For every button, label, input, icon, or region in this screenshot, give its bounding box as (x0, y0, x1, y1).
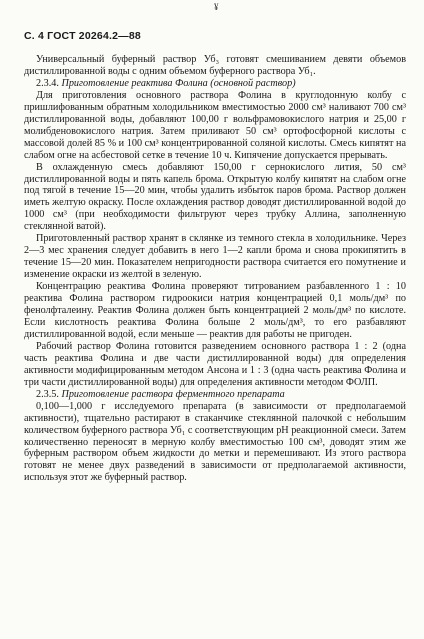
section-heading (24, 78, 406, 90)
section-number: 2.3.5. (36, 388, 59, 400)
page-mark: ¥ (214, 2, 219, 12)
paragraph: Приготовленный раствор хранят в склянке из темного стекла в холодильнике. Через 2—3 мес хранения следует добавить в него 1—2 капли брома и снова прокипятить в течение 15—20 мин. Показателем непригодности раствора считается его помутнение и изменение окраски из желтой в зеленую. (24, 233, 406, 281)
section-heading (24, 389, 406, 401)
section-title: Приготовление реактива Фолина (основной раствор) (61, 77, 296, 89)
section-title: Приготовление раствора ферментного препарата (61, 388, 285, 400)
paragraph: В охлажденную смесь добавляют 150,00 г сернокислого лития, 50 см³ дистиллированной воды и пять капель брома. Открытую колбу кипятят на слабом огне под тягой в течение 15—20 мин, чтобы удалить избыток паров брома. Раствор должен иметь желтую окраску. После охлаждения раствор доводят дистиллированной водой до 1000 см³ (при необходимости фильтруют через трубку Аллина, заполненную стеклянной ватой). (24, 161, 406, 233)
document-body (24, 54, 406, 484)
paragraph: 0,100—1,000 г исследуемого препарата (в зависимости от предполагаемой активности), тщательно растирают в стаканчике стеклянной палочкой с небольшим количеством буферного раствора Уб₁ с соответствующим рН реакционной смеси. Затем количественно переносят в мерную колбу вместимостью 100 см³, доводят этим же буферным раствором объем жидкости до метки и перемешивают. Из этого раствора готовят не менее двух разведений в зависимости от предполагаемой активности, используя этот же буферный раствор. (24, 400, 407, 484)
paragraph: Универсальный буферный раствор Уб₃ готовят смешиванием девяти объемов дистиллированной воды с одним объемом буферного раствора Уб₁. (24, 54, 406, 77)
paragraph: Для приготовления основного раствора Фолина в круглодонную колбу с пришлифованным обратным холодильником вместимостью 2000 см³ наливают 700 см³ дистиллированной воды, добавляют 100,00 г вольфрамовокислого натрия и 25,00 г молибденовокислого натрия. Затем приливают 50 см³ ортофосфорной кислоты с массовой долей 85 % и 100 см³ концентрированной соляной кислоты. Смесь кипятят на слабом огне на асбестовой сетке в течение 10 ч. Кипячение допускается прерывать. (24, 89, 406, 161)
paragraph: Концентрацию реактива Фолина проверяют титрованием разбавленного 1 : 10 реактива Фолина раствором гидроокиси натрия концентрацией 0,1 моль/дм³ по фенолфталеину. Реактив Фолина должен быть концентрацией 2 моль/дм³ по кислоте. Если кислотность реактива Фолина больше 2 моль/дм³, то его разбавляют дистиллированной водой, если меньше — реактив для работы не пригоден. (24, 281, 406, 340)
section-number: 2.3.4. (36, 77, 59, 89)
paragraph: Рабочий раствор Фолина готовится разведением основного раствора 1 : 2 (одна часть реактива Фолина и две части дистиллированной воды) для определения активности модифицированным методом Ансона и 1 : 3 (одна часть реактива Фолина и три части дистиллированной воды) для определения активности методом ФОЛП. (24, 340, 406, 388)
page-header: С. 4 ГОСТ 20264.2—88 (24, 30, 141, 42)
